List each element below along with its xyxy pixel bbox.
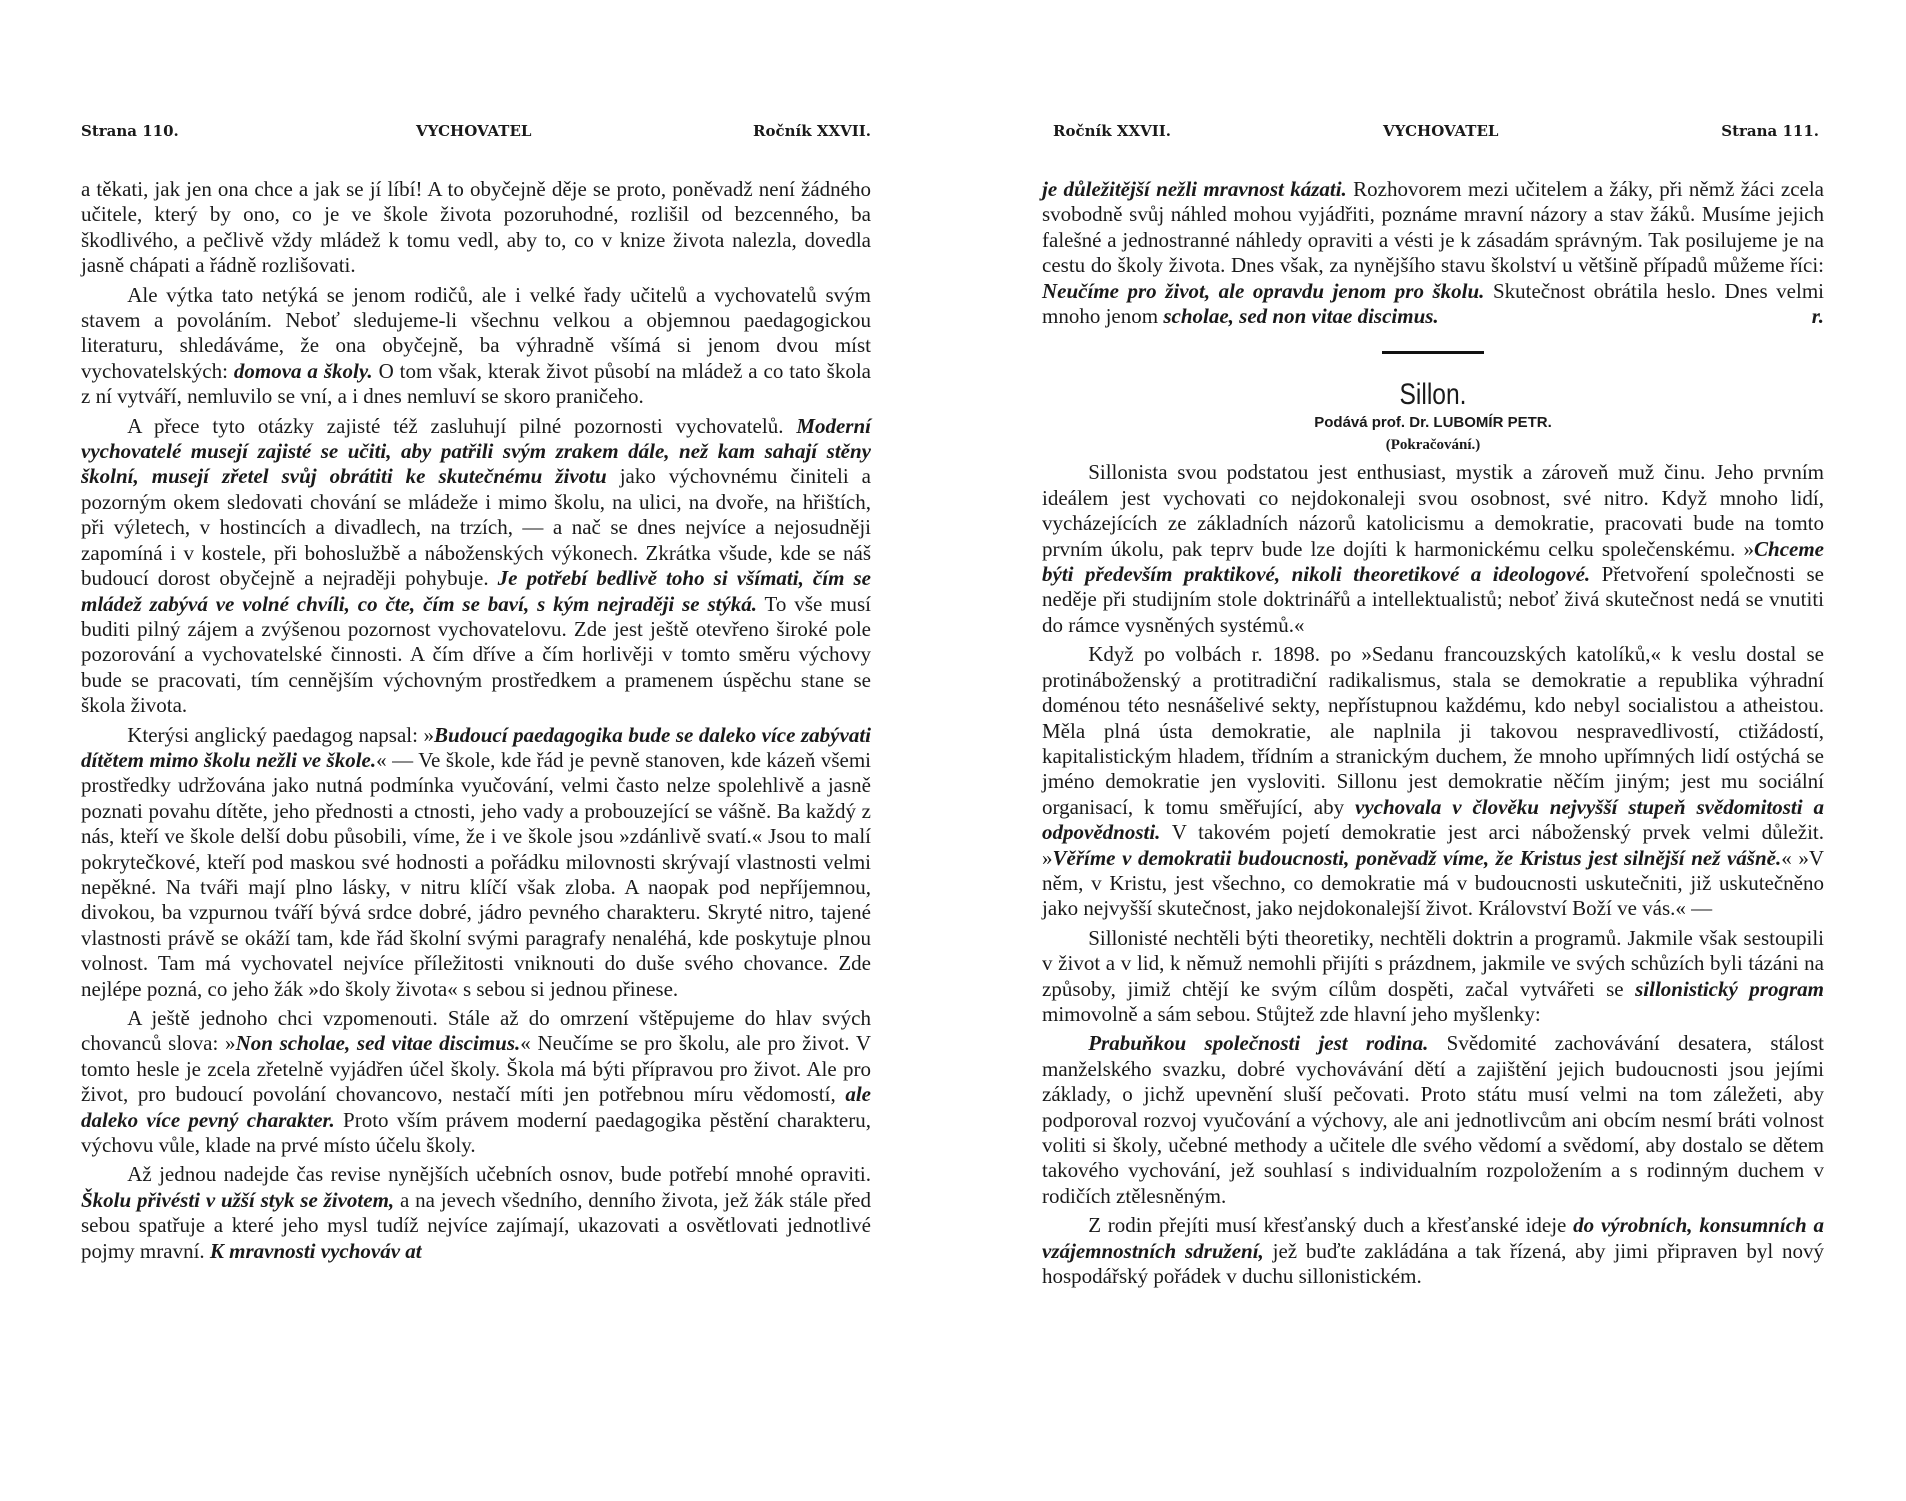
emphasized-text: je důležitější nežli mravnost kázati. bbox=[1042, 177, 1347, 201]
text-run: jež buďte zakládána a tak řízená, aby jimi připraven byl nový hospodářský pořádek v duchu sillonistickém. bbox=[1042, 1238, 1824, 1289]
text-run: « »V něm, v Kristu, jest všechno, co demokratie má v budoucnosti uskutečniti, již uskutečněno jako nejvyšší skutečnost, jako nejdokonalejší život. Království Boží ve vás.« — bbox=[1042, 845, 1824, 921]
emphasized-text: Moderní vychovatelé musejí zajisté se učiti, aby patřili svým zrakem dále, než kam sahají stěny školní, musejí zřetel svůj obrátiti ke skutečnému životu bbox=[81, 413, 871, 489]
emphasized-text: scholae, sed non vitae discimus. bbox=[1163, 304, 1439, 329]
volume-label: Ročník XXVII. bbox=[753, 122, 871, 140]
text-run: Až jednou nadejde čas revise nynějších učebních osnov, bude potřebí mnohé opraviti. bbox=[127, 1162, 871, 1187]
emphasized-text: Je potřebí bedlivě toho si všímati, čím se mládež zabývá ve volné chvíli, co čte, čím se baví, s kým nejraději se stýká. bbox=[81, 566, 871, 616]
text-run: Sillonista svou podstatou jest enthusiast, mystik a zároveň muž činu. Jeho prvním ideálem jest vychovati co nejdokonaleji svou osobnost, své nitro. Když mnoho lidí, vycházejících ze základních názorů katolicismu a demokratie, pracovati bude na tomto prvním úkolu, pak teprv bude lze dojíti k harmonickému celku společenskému. » bbox=[1042, 460, 1824, 561]
text-run: Proto vším právem moderní paedagogika pěstění charakteru, výchovu vůle, klade na prvé místo účelu školy. bbox=[81, 1107, 872, 1158]
volume-label: Ročník XXVII. bbox=[1053, 122, 1171, 140]
journal-title: VYCHOVATEL bbox=[1383, 122, 1499, 140]
emphasized-text: Školu přivésti v užší styk se životem, bbox=[81, 1187, 395, 1212]
text-run: A přece tyto otázky zajisté též zasluhují pilné pozornosti vychovatelů. bbox=[127, 413, 797, 438]
emphasized-text: ale daleko více pevný charakter. bbox=[81, 1082, 871, 1132]
emphasized-text: sillonistický program bbox=[1635, 976, 1824, 1001]
emphasized-text: Chceme býti především praktikové, nikoli theoretikové a ideologové. bbox=[1042, 536, 1824, 587]
paragraph bbox=[1042, 926, 1824, 1028]
text-run: Sillonisté nechtěli býti theoretiky, nechtěli doktrin a programů. Jakmile však sestoupili v život a v lid, k němuž nemohli přijíti s prázdnem, jakmile ve svých schůzích byli tázáni na způsoby, jimiž chtějí ke svým cílům dospěti, začal vytvářeti se bbox=[1042, 925, 1824, 1001]
text-run: Kterýsi anglický paedagog napsal: » bbox=[127, 722, 435, 747]
journal-title: VYCHOVATEL bbox=[416, 122, 532, 140]
text-run: To vše musí buditi pilný zájem a zvýšenou pozornost vychovatelovu. Zde jest ještě otevřeno široké pole pozorování a vychovatelské činnosti. A čím dříve a čím horlivěji v tomto směru výchovy bude se pracovati, tím cennějším výchovným prostředkem a pramenem úspěchu stane se škola života. bbox=[81, 591, 871, 718]
text-run: « — Ve škole, kde řád je pevně stanoven, kde kázeň všemi prostředky udržována jako nutná podmínka vyučování, velmi často nelze spolehlivě a jasně poznati povahu dítěte, jeho přednosti a ctnosti, jeho vady a probouzející se vášně. Ba každý z nás, kteří ve škole delší dobu působili, víme, že i ve škole jsou »zdánlivě svatí.« Jsou to malí pokrytečkové, kteří pod maskou své hodnosti a pořádku milovnosti skrývají vlastnosti velmi nepěkné. Na tváři mají plno lásky, v nitru klíčí však zloba. A naopak pod nepříjemnou, divokou, ba vzpurnou tváří bývá srdce dobré, jádro pevného charakteru. Skryté nitro, tajené vlastnosti právě se okáží tam, kde řád školní svými paragrafy nenaléhá, kde poskytuje plnou volnost. Tam má vychovatel nejvíce příležitosti vniknouti do duše svého chovance. Zde nejlépe pozná, co jeho žák »do školy života« s sebou si jednou přinese. bbox=[81, 747, 871, 1001]
right-page bbox=[953, 0, 1906, 1501]
emphasized-text: domova a školy. bbox=[233, 358, 373, 383]
paragraph bbox=[1042, 1213, 1824, 1289]
paragraph bbox=[81, 1162, 871, 1264]
emphasized-text: Neučíme pro život, ale opravdu jenom pro školu. bbox=[1042, 278, 1485, 303]
page-number: Strana 110. bbox=[81, 122, 179, 140]
text-run: a na jevech všedního, denního života, jež žák stále před sebou spatřuje a které jeho mysl tudíž nejvíce zajímají, ukazovati a osvětlovati jednotlivé pojmy mravní. bbox=[81, 1187, 872, 1263]
emphasized-text: Budoucí paedagogika bude se daleko více zabývati dítětem mimo školu nežli ve škole. bbox=[81, 722, 871, 772]
article-byline: Podává prof. Dr. LUBOMÍR PETR. bbox=[1314, 414, 1552, 432]
paragraph bbox=[81, 283, 871, 410]
emphasized-text: K mravnosti vychováv at bbox=[209, 1238, 422, 1263]
paragraph bbox=[81, 1006, 871, 1158]
text-run: V takovém pojetí demokratie jest arci náboženský prvek velmi důležit. » bbox=[1042, 820, 1824, 870]
emphasized-text: Non scholae, sed vitae discimus. bbox=[235, 1031, 521, 1056]
text-run: Rozhovorem mezi učitelem a žáky, při němž žáci zcela svobodně svůj náhled mohou vyjádřiti, poznáme mravní názory a stav žáků. Musíme jejich falešné a jednostranné náhledy opraviti a vésti je k zásadám správným. Tak posilujeme je na cestu do školy života. Dnes však, za nynějšího stavu školství u většině případů můžeme říci: bbox=[1042, 177, 1824, 278]
text-run: mimovolně a sám sebou. Stůjtež zde hlavní jeho myšlenky: bbox=[1042, 1001, 1541, 1026]
text-run: Ale výtka tato netýká se jenom rodičů, ale i velké řady učitelů a vychovatelů svým stavem a povoláním. Neboť sledujeme-li všechnu velkou a objemnou paedagogickou literaturu, shledáváme, že ona obyčejně, ba výhradně všímá si jenom dvou míst vychovatelských: bbox=[81, 282, 871, 383]
paragraph bbox=[81, 723, 871, 1002]
emphasized-text: Prabuňkou společnosti jest rodina. bbox=[1088, 1031, 1429, 1056]
text-run: jako výchovnému činiteli a pozorným okem sledovati chování se mládeže i mimo školu, na ulici, na dvoře, na hřištích, při výletech, v hostincích a divadlech, na trzích, — a nač se dnes nejvíce a nejosudněji zapomíná i v kostele, při bohoslužbě a náboženských výkonech. Zkrátka všude, kde se náš budoucí dorost obyčejně a nejraději pohybuje. bbox=[81, 464, 871, 591]
text-run: O tom však, kterak život působí na mládež a co tato škola z ní vytváří, nemluvilo se vní, a i dnes nemluví se skoro praničeho. bbox=[81, 358, 871, 409]
text-run: « Neučíme se pro školu, ale pro život. V tomto hesle je zcela zřetelně vyjádřen účel školy. Škola má býti přípravou pro život. Ale pro život, pro budoucí povolání chovancovo, nestačí míti jen potřebnou míru vědomostí, bbox=[81, 1031, 871, 1107]
emphasized-text: vychovala v člověku nejvyšší stupeň svědomitosti a odpovědnosti. bbox=[1042, 794, 1824, 845]
text-run: Přetvoření společnosti se neděje při studijním stole doktrinářů a intellektualistů; neboť živá skutečnost nedá se vnutiti do rámce vysněných systémů.« bbox=[1042, 562, 1824, 637]
text-run: Skutečnost obrátila heslo. Dnes velmi mnoho jenom bbox=[1042, 278, 1824, 329]
paragraph bbox=[1042, 1031, 1824, 1209]
paragraph bbox=[81, 414, 871, 719]
text-run: Z rodin přejíti musí křesťanský duch a křesťanské ideje bbox=[1088, 1213, 1574, 1238]
text-run: a těkati, jak jen ona chce a jak se jí líbí! A to obyčejně děje se proto, poněvadž není žádného učitele, který by ono, co je ve škole života pozoruhodné, rozlišil od bezcenného, ba škodlivého, a pečlivě vždy mládež k tomu vedl, aby to, co v knize života nalezla, dovedla jasně chápati a řádně rozlišovati. bbox=[81, 177, 871, 278]
text-run: Svědomité zachovávání desatera, stálost manželského svazku, dobré vychovávání dětí a zajištění jejich budoucnosti jsou jejími základy, o jichž upevnění sluší pečovati. Proto státu musí velmi na tom záležeti, aby podporoval rozvoj vyučování a výchovy, ale ani jednotlivcům ani obcím nesmí bráti volnost voliti si školy, učebné methody a učitele dle svého vědomí a svědomí, aby dostalo se dětem takového vychování, jež souhlasí s individualním rozpoložením a s rodinným duchem v rodičích ztělesněným. bbox=[1042, 1031, 1825, 1208]
paragraph bbox=[1042, 460, 1824, 638]
continuation-note: (Pokračování.) bbox=[1385, 437, 1481, 454]
text-column bbox=[1042, 177, 1824, 1289]
section-divider bbox=[1382, 351, 1484, 354]
text-column bbox=[81, 177, 871, 1264]
text-run: Když po volbách r. 1898. po »Sedanu francouzských katolíků,« k veslu dostal se protináboženský a protitradiční radikalismus, stala se demokratie a republika výhradní doménou této nesnášelivé sekty, nepřístupnou každému, kdo nebyl socialistou a atheistou. Měla plná ústa demokratie, ale naplnila ji takovou nespravedlivostí, ctižádostí, kapitalistickým hladem, třídním a stranickým duchem, že mnoho upřímných lidí ostýchá se jméno demokratie jen vysloviti. Sillonu jest demokratie něčím jiným; jest mu sociální organisací, k tomu směřující, aby bbox=[1042, 642, 1824, 819]
paragraph bbox=[81, 177, 871, 279]
page-number: Strana 111. bbox=[1721, 122, 1819, 140]
article-title: Sillon. bbox=[1399, 378, 1467, 412]
emphasized-text: Věříme v demokratii budoucnosti, poněvadž víme, že Kristus jest silnější než vášně. bbox=[1052, 845, 1782, 870]
author-signature: r. bbox=[1811, 304, 1824, 329]
emphasized-text: do výrobních, konsumních a vzájemnostních sdružení, bbox=[1042, 1213, 1824, 1263]
text-run: A ještě jednoho chci vzpomenouti. Stále až do omrzení vštěpujeme do hlav svých chovanců slova: » bbox=[81, 1006, 871, 1056]
paragraph bbox=[1042, 642, 1824, 921]
